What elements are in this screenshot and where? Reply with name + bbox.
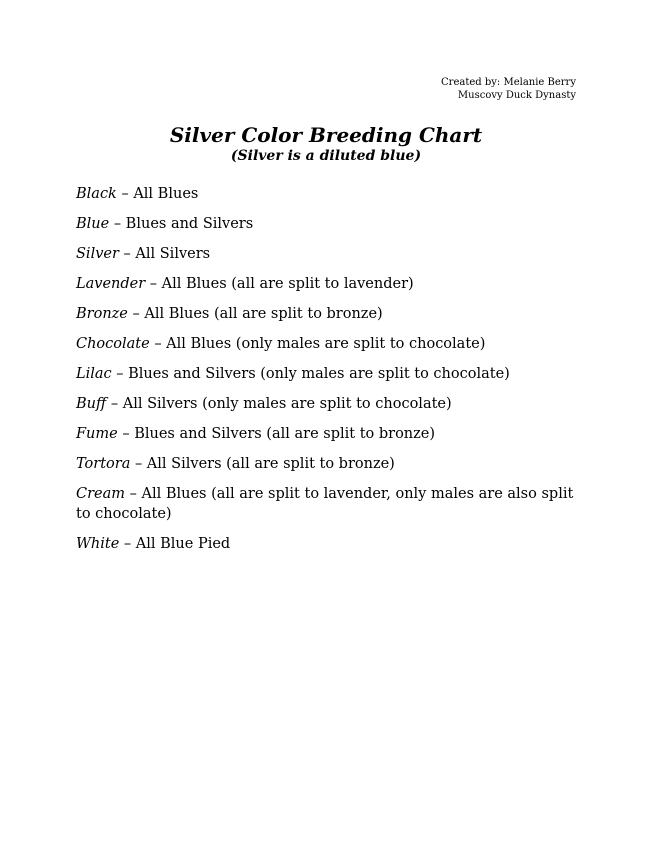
breeding-list bbox=[76, 184, 576, 564]
color-result: – All Blues bbox=[116, 186, 199, 202]
color-term: Bronze bbox=[76, 306, 128, 322]
page-title: Silver Color Breeding Chart bbox=[169, 123, 483, 147]
list-item-blue bbox=[76, 214, 576, 234]
color-result: – Blues and Silvers bbox=[109, 216, 254, 232]
credits-block bbox=[441, 76, 576, 102]
color-term: White bbox=[76, 536, 120, 552]
list-item-white bbox=[76, 534, 576, 554]
color-term: Silver bbox=[76, 246, 119, 262]
color-result: – All Blue Pied bbox=[119, 536, 231, 552]
color-result: – Blues and Silvers (all are split to bronze) bbox=[117, 426, 436, 442]
color-result: – All Blues (all are split to lavender, only males are also split to chocolate) bbox=[76, 486, 574, 522]
color-result: – All Silvers (all are split to bronze) bbox=[130, 456, 395, 472]
color-result: – All Blues (all are split to bronze) bbox=[127, 306, 383, 322]
title-block bbox=[0, 122, 652, 165]
color-result: – All Silvers (only males are split to chocolate) bbox=[106, 396, 452, 412]
list-item-cream bbox=[76, 484, 576, 524]
list-item-silver bbox=[76, 244, 576, 264]
color-term: Buff bbox=[76, 396, 107, 412]
color-term: Chocolate bbox=[76, 336, 150, 352]
page-subtitle: (Silver is a diluted blue) bbox=[230, 148, 422, 164]
credits-organization: Muscovy Duck Dynasty bbox=[457, 90, 576, 101]
color-result: – All Blues (only males are split to chocolate) bbox=[149, 336, 486, 352]
list-item-chocolate bbox=[76, 334, 576, 354]
color-term: Tortora bbox=[76, 456, 131, 472]
color-term: Blue bbox=[76, 216, 110, 232]
list-item-lavender bbox=[76, 274, 576, 294]
color-term: Fume bbox=[76, 426, 118, 442]
color-result: – All Silvers bbox=[118, 246, 211, 262]
list-item-lilac bbox=[76, 364, 576, 384]
color-term: Lavender bbox=[76, 276, 146, 292]
color-result: – Blues and Silvers (only males are split to chocolate) bbox=[111, 366, 510, 382]
color-result: – All Blues (all are split to lavender) bbox=[145, 276, 414, 292]
list-item-black bbox=[76, 184, 576, 204]
credits-author: Created by: Melanie Berry bbox=[441, 77, 576, 88]
list-item-buff bbox=[76, 394, 576, 414]
list-item-bronze bbox=[76, 304, 576, 324]
color-term: Lilac bbox=[76, 366, 112, 382]
list-item-tortora bbox=[76, 454, 576, 474]
color-term: Cream bbox=[76, 486, 126, 502]
list-item-fume bbox=[76, 424, 576, 444]
color-term: Black bbox=[76, 186, 117, 202]
